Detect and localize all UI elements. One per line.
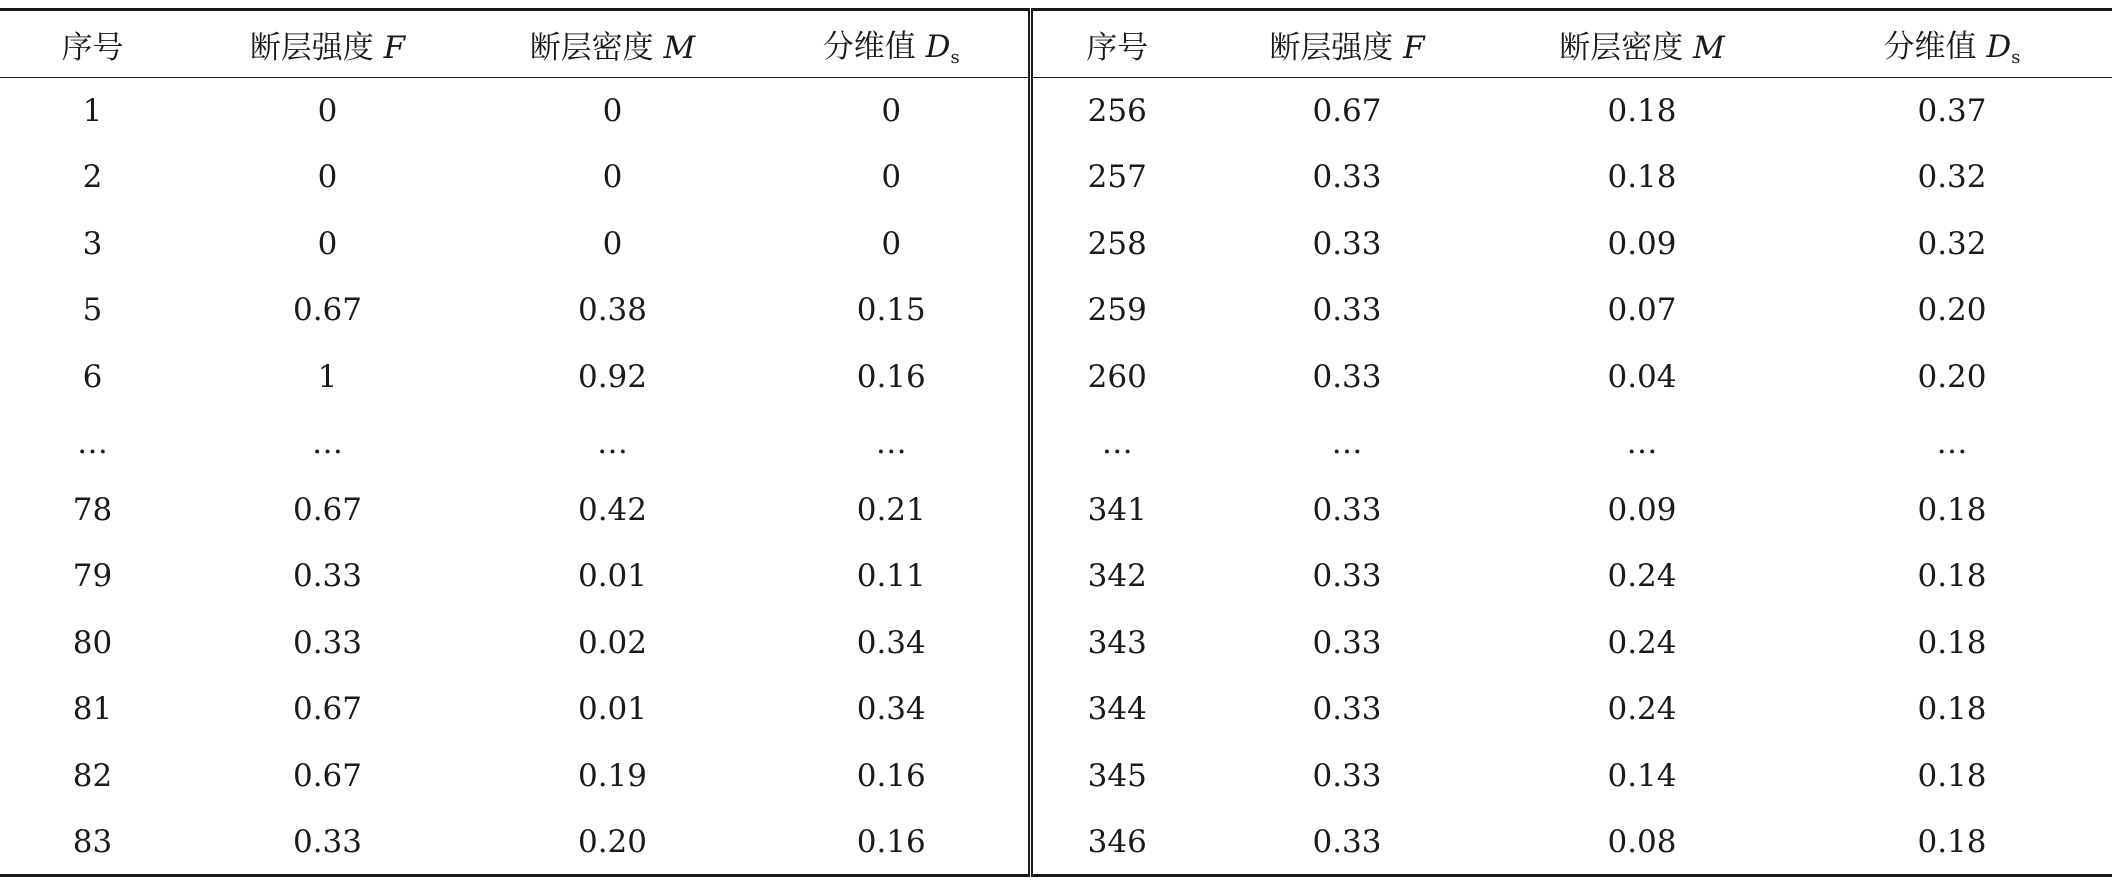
table-cell: 0	[602, 225, 623, 262]
table-cell: 0.20	[1917, 292, 1987, 329]
table-cell: 0	[755, 78, 1030, 145]
table-cell: 0.34	[755, 610, 1030, 677]
table-cell: 0.67	[292, 292, 363, 329]
table-cell: 343	[1087, 624, 1147, 661]
header-fault-density-right: 断层密度 M	[1492, 10, 1792, 78]
table-cell: 0.18	[1917, 558, 1987, 595]
table-cell: 0.37	[1917, 93, 1987, 129]
table-row	[0, 277, 2112, 344]
table-cell: 0.33	[1312, 358, 1382, 395]
table-cell: 0.09	[1607, 491, 1677, 528]
table-cell: 78	[72, 491, 113, 528]
table-cell: 258	[1087, 225, 1147, 262]
table-cell: 259	[1087, 292, 1147, 329]
table-cell: 0	[755, 144, 1030, 211]
table-cell: …	[755, 410, 1030, 477]
table-cell: 0.92	[577, 358, 648, 395]
table-row	[0, 477, 2112, 544]
table-cell: 0.19	[577, 757, 648, 794]
table-cell: 80	[72, 624, 113, 661]
table-cell: 0.33	[1312, 225, 1382, 262]
table-cell: 0.04	[1607, 358, 1677, 395]
table-cell: 1	[82, 93, 103, 129]
header-index-left: 序号	[0, 10, 185, 78]
table-cell: …	[1101, 425, 1133, 462]
table-cell: 260	[1087, 358, 1147, 395]
table-cell: 0	[602, 93, 623, 129]
table-cell: 0.01	[577, 558, 648, 595]
table-row	[0, 809, 2112, 876]
table-cell: 0.33	[1312, 558, 1382, 595]
table-cell: 0.18	[1917, 624, 1987, 661]
fault-parameter-table	[0, 8, 2112, 877]
table-body	[0, 78, 2112, 876]
table-row	[0, 144, 2112, 211]
table-cell: 345	[1087, 757, 1147, 794]
table-cell: 0.33	[1312, 292, 1382, 329]
table-cell: 0.32	[1917, 225, 1987, 262]
table-cell: 2	[82, 159, 103, 196]
table-row	[0, 78, 2112, 145]
header-fractal-dimension-right: 分维值 $D_s$	[1792, 10, 2112, 78]
table-cell: 0.18	[1607, 93, 1677, 129]
table-cell: 3	[82, 225, 103, 262]
table-cell: 346	[1030, 809, 1202, 876]
table-cell: 0.67	[292, 691, 363, 728]
table-cell: 0.18	[1792, 809, 2112, 876]
table-cell: 0.16	[755, 743, 1030, 810]
table-cell: 0.07	[1607, 292, 1677, 329]
table-row	[0, 610, 2112, 677]
table-cell: 0.33	[1312, 691, 1382, 728]
table-cell: 0	[317, 159, 338, 196]
table-row	[0, 676, 2112, 743]
table-cell: 0.24	[1607, 558, 1677, 595]
table-cell: …	[1936, 425, 1968, 462]
table-cell: 79	[72, 558, 113, 595]
table-cell: 0.33	[185, 809, 470, 876]
table-cell: 82	[72, 757, 113, 794]
table-cell: 0.24	[1607, 624, 1677, 661]
table-cell: 0.33	[292, 624, 363, 661]
header-fractal-dimension-left: 分维值 $D_s$	[755, 10, 1030, 78]
table-cell: 0.33	[1202, 809, 1492, 876]
table-row	[0, 211, 2112, 278]
table-cell: 5	[82, 292, 103, 329]
table-cell: 6	[82, 358, 103, 395]
table-cell: 1	[317, 358, 338, 395]
table-cell: 0	[317, 93, 338, 129]
fault-parameter-table-container	[0, 8, 2112, 876]
table-cell: 0.33	[1312, 757, 1382, 794]
table-cell: …	[77, 425, 108, 462]
table-cell: 0.34	[755, 676, 1030, 743]
table-cell: 0.15	[755, 277, 1030, 344]
table-cell: 0.24	[1607, 691, 1677, 728]
table-cell: 81	[72, 691, 113, 728]
table-cell: 0.18	[1607, 159, 1677, 196]
table-cell: 83	[0, 809, 185, 876]
table-cell: 0.33	[1312, 159, 1382, 196]
table-cell: 0.20	[470, 809, 755, 876]
table-cell: 0.33	[292, 558, 363, 595]
table-cell: 342	[1087, 558, 1147, 595]
table-cell: 0.21	[755, 477, 1030, 544]
table-cell: 0.20	[1917, 358, 1987, 395]
table-cell: 0.67	[1312, 93, 1382, 129]
table-cell: 256	[1087, 93, 1147, 129]
header-fault-density-left: 断层密度 M	[470, 10, 755, 78]
table-cell: 0.18	[1917, 757, 1987, 794]
table-cell: 0	[317, 225, 338, 262]
table-cell: 0.42	[577, 491, 648, 528]
table-cell: 0.09	[1607, 225, 1677, 262]
table-cell: 0.02	[577, 624, 648, 661]
table-cell: 0.08	[1492, 809, 1792, 876]
table-cell: 0.33	[1312, 491, 1382, 528]
table-cell: 0.01	[577, 691, 648, 728]
table-cell: …	[597, 425, 628, 462]
table-cell: 0	[755, 211, 1030, 278]
table-cell: 257	[1087, 159, 1147, 196]
table-cell: 0	[602, 159, 623, 196]
table-row	[0, 743, 2112, 810]
table-header-row	[0, 10, 2112, 78]
header-fault-strength-left: 断层强度 F	[185, 10, 470, 78]
table-cell: 0.67	[292, 757, 363, 794]
table-row-ellipsis	[0, 410, 2112, 477]
table-cell: 0.32	[1917, 159, 1987, 196]
table-cell: …	[1331, 425, 1363, 462]
table-cell: …	[312, 425, 343, 462]
table-row	[0, 344, 2112, 411]
table-row	[0, 543, 2112, 610]
header-index-right: 序号	[1030, 10, 1202, 78]
table-cell: 341	[1087, 491, 1147, 528]
header-fault-strength-right: 断层强度 F	[1202, 10, 1492, 78]
table-cell: 0.14	[1607, 757, 1677, 794]
table-cell: 0.18	[1917, 691, 1987, 728]
table-cell: 0.18	[1917, 491, 1987, 528]
table-cell: 344	[1087, 691, 1147, 728]
table-cell: 0.16	[755, 809, 1030, 876]
table-cell: 0.33	[1312, 624, 1382, 661]
table-cell: 0.38	[577, 292, 648, 329]
table-cell: 0.11	[755, 543, 1030, 610]
table-cell: …	[1626, 425, 1658, 462]
table-cell: 0.67	[292, 491, 363, 528]
table-cell: 0.16	[755, 344, 1030, 411]
